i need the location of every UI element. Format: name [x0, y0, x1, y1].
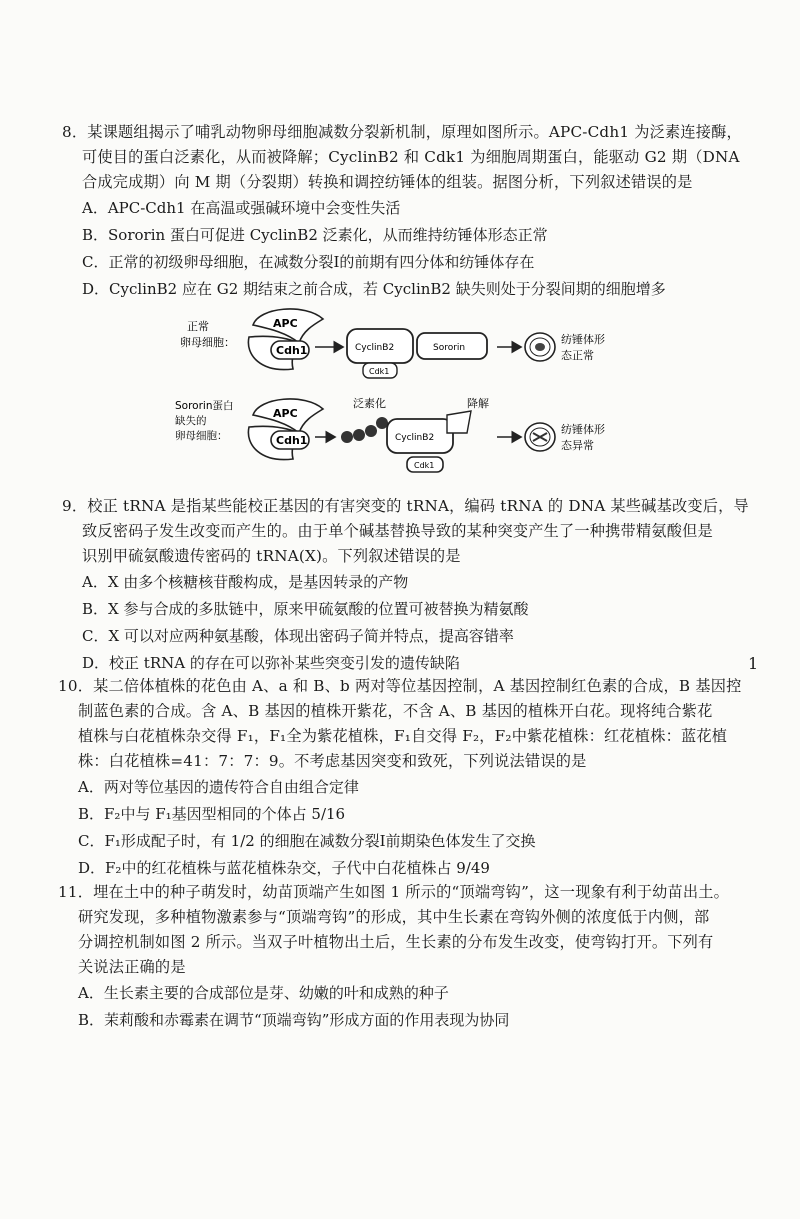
question-11-stem-line: 关说法正确的是 — [78, 958, 186, 976]
spindle-normal-label: 态正常 — [561, 349, 594, 362]
ubiquitin-chain-icon — [341, 417, 388, 443]
question-9-option-a: A．X 由多个核糖核苷酸构成，是基因转录的产物 — [82, 573, 409, 591]
spindle-normal-icon — [525, 333, 555, 361]
cdk1-label: Cdk1 — [369, 367, 390, 376]
question-11 — [58, 880, 770, 1034]
cdk1-label: Cdk1 — [414, 461, 435, 470]
ubiquitination-label: 泛素化 — [353, 397, 386, 410]
cyclinb2-label: CyclinB2 — [355, 343, 395, 353]
margin-mark: 1 — [748, 654, 759, 673]
question-10-option-d: D．F₂中的红花植株与蓝花植株杂交，子代中白花植株占 9/49 — [78, 859, 490, 877]
question-9-option-b: B．X 参与合成的多肽链中，原来甲硫氨酸的位置可被替换为精氨酸 — [82, 600, 529, 618]
question-9-stem-line: 识别甲硫氨酸遗传密码的 tRNA(X)。下列叙述错误的是 — [82, 547, 461, 565]
row1-label-oocyte: 卵母细胞： — [180, 336, 235, 349]
cdh1-label: Cdh1 — [276, 434, 308, 447]
spindle-normal-label: 纺锤体形 — [561, 333, 605, 346]
apc-cdh1-mechanism-diagram — [175, 303, 645, 473]
question-10-stem-line: 株：白花植株=41：7：7：9。不考虑基因突变和致死，下列说法错误的是 — [78, 752, 587, 770]
question-9-stem-line: 致反密码子发生改变而产生的。由于单个碱基替换导致的某种突变产生了一种携带精氨酸但是 — [82, 522, 713, 540]
question-11-stem-line: 11．埋在土中的种子萌发时，幼苗顶端产生如图 1 所示的“顶端弯钩”，这一现象有利于幼苗出土。 — [58, 883, 730, 901]
question-9 — [62, 494, 774, 677]
question-10-stem-line: 制蓝色素的合成。含 A、B 基因的植株开紫花，不含 A、B 基因的植株开白花。现将纯合紫花 — [78, 702, 713, 720]
question-10-option-a: A．两对等位基因的遗传符合自由组合定律 — [78, 778, 359, 796]
question-8-option-c: C．正常的初级卵母细胞，在减数分裂Ⅰ的前期有四分体和纺锤体存在 — [82, 253, 535, 271]
degradation-label: 降解 — [467, 397, 489, 410]
apc-label: APC — [273, 317, 298, 330]
degradation-fragment — [447, 411, 471, 433]
cdh1-label: Cdh1 — [276, 344, 308, 357]
question-8-option-b: B．Sororin 蛋白可促进 CyclinB2 泛素化，从而维持纺锤体形态正常 — [82, 226, 548, 244]
spindle-abnormal-icon — [525, 423, 555, 451]
question-9-option-c: C．X 可以对应两种氨基酸，体现出密码子简并特点，提高容错率 — [82, 627, 514, 645]
row2-label-oocyte: 卵母细胞： — [175, 430, 228, 442]
question-8-stem-line: 8．某课题组揭示了哺乳动物卵母细胞减数分裂新机制，原理如图所示。APC-Cdh1 为泛素连接酶， — [62, 123, 742, 141]
question-9-option-d: D．校正 tRNA 的存在可以弥补某些突变引发的遗传缺陷 — [82, 654, 460, 672]
spindle-abnormal-label: 纺锤体形 — [561, 423, 605, 436]
question-10-stem-line: 植株与白花植株杂交得 F₁，F₁全为紫花植株，F₁自交得 F₂，F₂中紫花植株：红花植株：蓝花植 — [78, 727, 728, 745]
row1-label-normal: 正常 — [187, 320, 209, 333]
apc-label: APC — [273, 407, 298, 420]
question-10-option-c: C．F₁形成配子时，有 1/2 的细胞在减数分裂Ⅰ前期染色体发生了交换 — [78, 832, 536, 850]
cyclinb2-label: CyclinB2 — [395, 433, 435, 443]
question-8 — [62, 120, 774, 303]
row2-label-sororin: Sororin蛋白 — [175, 400, 234, 412]
question-9-stem-line: 9．校正 tRNA 是指某些能校正基因的有害突变的 tRNA，编码 tRNA 的 DNA 某些碱基改变后，导 — [62, 497, 749, 515]
question-8-option-a: A．APC-Cdh1 在高温或强碱环境中会变性失活 — [82, 199, 401, 217]
question-10 — [58, 674, 770, 882]
question-11-stem-line: 研究发现，多种植物激素参与“顶端弯钩”的形成，其中生长素在弯钩外侧的浓度低于内侧，部 — [78, 908, 710, 926]
sororin-label: Sororin — [433, 343, 466, 353]
question-8-stem-line: 可使目的蛋白泛素化，从而被降解；CyclinB2 和 Cdk1 为细胞周期蛋白，能驱动 G2 期（DNA — [82, 148, 740, 166]
question-11-option-b: B．茉莉酸和赤霉素在调节“顶端弯钩”形成方面的作用表现为协同 — [78, 1011, 510, 1029]
question-8-stem-line: 合成完成期）向 M 期（分裂期）转换和调控纺锤体的组装。据图分析，下列叙述错误的是 — [82, 173, 693, 191]
question-11-stem-line: 分调控机制如图 2 所示。当双子叶植物出土后，生长素的分布发生改变，使弯钩打开。下列有 — [78, 933, 714, 951]
question-10-option-b: B．F₂中与 F₁基因型相同的个体占 5/16 — [78, 805, 346, 823]
row2-label-missing: 缺失的 — [175, 415, 207, 427]
spindle-abnormal-label: 态异常 — [561, 439, 594, 452]
question-11-option-a: A．生长素主要的合成部位是芽、幼嫩的叶和成熟的种子 — [78, 984, 449, 1002]
question-8-option-d: D．CyclinB2 应在 G2 期结束之前合成，若 CyclinB2 缺失则处于分裂间期的细胞增多 — [82, 280, 666, 298]
question-10-stem-line: 10．某二倍体植株的花色由 A、a 和 B、b 两对等位基因控制，A 基因控制红色素的合成，B 基因控 — [58, 677, 742, 695]
